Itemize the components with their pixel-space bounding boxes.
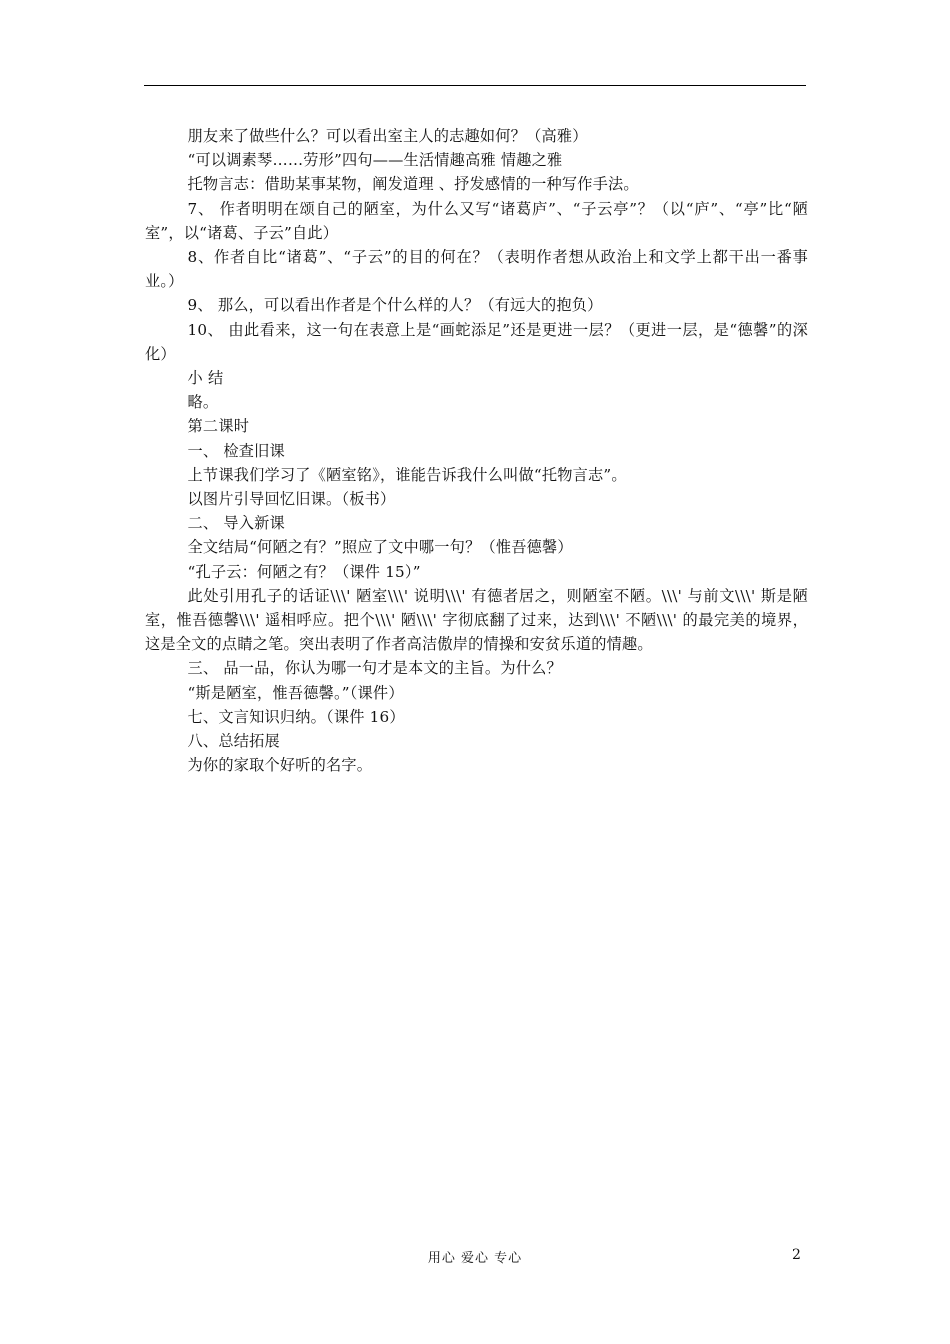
paragraph: 朋友来了做些什么？可以看出室主人的志趣如何？（高雅） (187, 127, 588, 145)
paragraph: 上节课我们学习了《陋室铭》，谁能告诉我什么叫做“托物言志”。 (187, 465, 627, 484)
section-heading: 一、 检查旧课 (187, 441, 285, 460)
paragraph: 此处引用孔子的话证\\\' 陋室\\\' 说明\\\' 有德者居之，则陋室不陋。\\\' 与前文\\\' 斯是陋室，惟吾德馨\\\' 遥相呼应。把个\\\' 陋\\\' 字彻底翻了过来，达到\\\' 不陋\\\' 的最完美的境界，这是全文的点睛之笔。突出表明了作者高洁傲岸的情操和安贫乐道的情趣。 (145, 586, 808, 654)
section-heading: 二、 导入新课 (187, 514, 285, 533)
paragraph: 10、 由此看来，这一句在表意上是“画蛇添足”还是更进一层？（更进一层，是“德馨”的深化） (145, 320, 808, 363)
section-heading: 八、总结拓展 (187, 732, 280, 751)
paragraph: 略。 (187, 393, 219, 412)
paragraph: “孔子云：何陋之有？（课件 15）” (187, 562, 421, 581)
section-heading: 小 结 (187, 369, 224, 388)
section-heading: 第二课时 (187, 417, 250, 436)
page-number: 2 (792, 1247, 801, 1263)
paragraph: 7、 作者明明在颂自己的陋室，为什么又写“诸葛庐”、“子云亭”？（以“庐”、“亭”比“陋室”，以“诸葛、子云”自此） (145, 199, 808, 242)
paragraph: 9、 那么，可以看出作者是个什么样的人？（有远大的抱负） (187, 296, 603, 315)
section-heading: 七、文言知识归纳。（课件 16） (187, 707, 405, 726)
header-rule (144, 85, 806, 86)
paragraph: “可以调素琴……劳形”四句——生活情趣高雅 情趣之雅 (187, 151, 563, 170)
document-body (145, 124, 808, 777)
footer-motto: 用心 爱心 专心 (427, 1251, 523, 1266)
paragraph: “斯是陋室，惟吾德馨。”（课件） (187, 683, 404, 702)
section-heading: 三、 品一品，你认为哪一句才是本文的主旨。为什么？ (187, 659, 562, 678)
paragraph: 为你的家取个好听的名字。 (187, 756, 373, 775)
paragraph: 以图片引导回忆旧课。（板书） (187, 490, 396, 509)
paragraph: 全文结局“何陋之有？”照应了文中哪一句？（惟吾德馨） (187, 538, 573, 557)
paragraph: 托物言志：借助某事某物，阐发道理 、抒发感情的一种写作手法。 (187, 175, 639, 194)
paragraph: 8、作者自比“诸葛”、“子云”的目的何在？（表明作者想从政治上和文学上都干出一番事业。） (145, 248, 808, 291)
